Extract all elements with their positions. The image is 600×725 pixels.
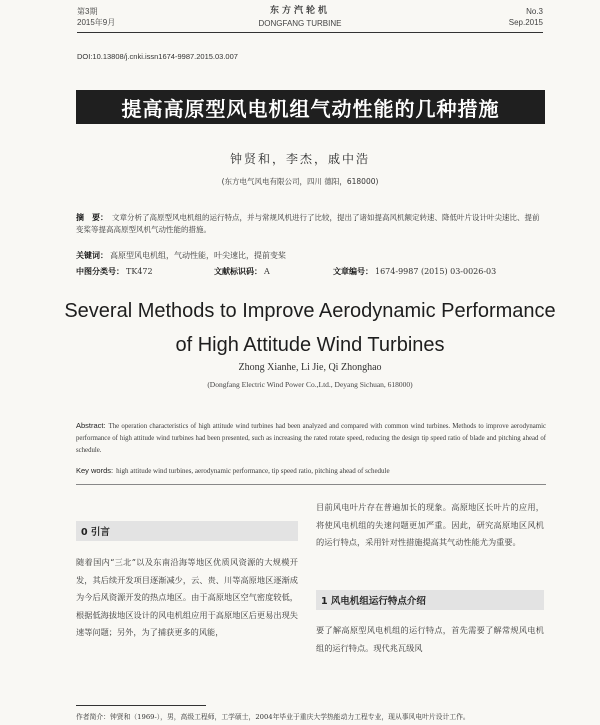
header-date-en: Sep.2015: [508, 18, 543, 27]
doc-code-value: A: [264, 267, 270, 276]
header-rule: [77, 32, 543, 33]
authors-en: Zhong Xianhe, Li Jie, Qi Zhonghao: [238, 362, 382, 373]
right-column-body: 目前风电叶片存在普遍加长的现象。高原地区长叶片的应用，将使风电机组的失速问题更加严重。因此，研究高原地区风机的运行特点，采用针对性措施提高其气动性能尤为重要。: [316, 502, 544, 547]
footnote-rule: [76, 705, 206, 706]
journal-name-zh: 东方汽轮机: [269, 6, 330, 16]
keywords-en: [76, 466, 546, 475]
title-zh: 提高高原型风电机组气动性能的几种措施: [121, 96, 500, 121]
title-band: [76, 90, 545, 124]
keywords-zh-text: 高原型风电机组，气动性能，叶尖速比，提前变桨: [110, 251, 286, 260]
abstract-en-label: Abstract:: [76, 421, 106, 430]
article-number: [333, 266, 496, 277]
keywords-en-text: high attitude wind turbines, aerodynamic performance, tip speed ratio, pitching ahead of schedule: [116, 467, 390, 475]
affiliation-zh: (东方电气风电有限公司，四川 德阳，618000): [221, 177, 379, 186]
keywords-zh-label: 关键词：: [76, 251, 108, 260]
journal-name-en: DONGFANG TURBINE: [258, 19, 342, 28]
title-en-line2: of High Attitude Wind Turbines: [175, 334, 445, 356]
doi: DOI:10.13808/j.cnki.issn1674-9987.2015.03.007: [77, 52, 238, 61]
clc-value: TK472: [126, 267, 153, 276]
section-1-heading: 1 风电机组运行特点介绍: [316, 590, 544, 610]
doc-code-label: 文献标识码：: [214, 267, 262, 276]
affiliation-en: (Dongfang Electric Wind Power Co.,Ltd., Deyang Sichuan, 618000): [207, 380, 413, 389]
section-1-body: 要了解高原型风电机组的运行特点，首先需要了解常规风电机组的运行特点。现代兆瓦级风: [316, 625, 544, 653]
article-number-label: 文章编号：: [333, 267, 373, 276]
section-0-body: 随着国内“三北”以及东南沿海等地区优质风资源的大规模开发，其后续开发项目逐渐减少，云、贵、川等高原地区逐渐成为今后风资源开发的热点地区。由于高原地区空气密度较低，根据低海拔地区设计的风电机组应用于高原地区后更易出现失速等问题；另外，为了捕获更多的风能，: [76, 557, 298, 637]
section-0-heading: 0 引言: [76, 521, 298, 541]
clc-label: 中图分类号：: [76, 267, 124, 276]
keywords-zh: [76, 250, 286, 261]
keywords-en-label: Key words:: [76, 466, 114, 475]
abstract-zh-label: 摘 要：: [76, 213, 108, 222]
header-issue-zh: 第3期: [77, 7, 98, 16]
abstract-en-text: The operation characteristics of high attitude wind turbines had been analyzed and compared with common wind turbines. Methods to improve aerodynamic performance of high attitude wind turbines had been presented, such as increasing the rated rotate speed, reducing the design tip speed ratio of blade and pitching ahead of schedule.: [76, 423, 546, 454]
article-number-value: 1674-9987 (2015) 03-0026-03: [375, 267, 497, 276]
document-code: [214, 266, 270, 277]
abstract-zh-text: 文章分析了高原型风电机组的运行特点，并与常规风机进行了比较，提出了诸如提高风机额定转速、降低叶片设计叶尖速比、提前变桨等提高高原型风机气动性能的措施。: [76, 213, 540, 234]
abstract-zh: [76, 212, 546, 236]
header-issue-en: No.3: [526, 7, 543, 16]
title-en-line1: Several Methods to Improve Aerodynamic Performance: [64, 300, 556, 322]
author-footnote: 作者简介：钟贤和（1969-），男，高级工程师，工学硕士，2004年毕业于重庆大学热能动力工程专业，现从事风电叶片设计工作。: [76, 713, 470, 721]
clc-number: [76, 266, 153, 277]
abstract-en: [76, 420, 546, 457]
header-date-zh: 2015年9月: [77, 18, 116, 27]
authors-zh: 钟贤和，李杰，戚中浩: [229, 152, 370, 166]
abstract-separator: [76, 484, 546, 485]
